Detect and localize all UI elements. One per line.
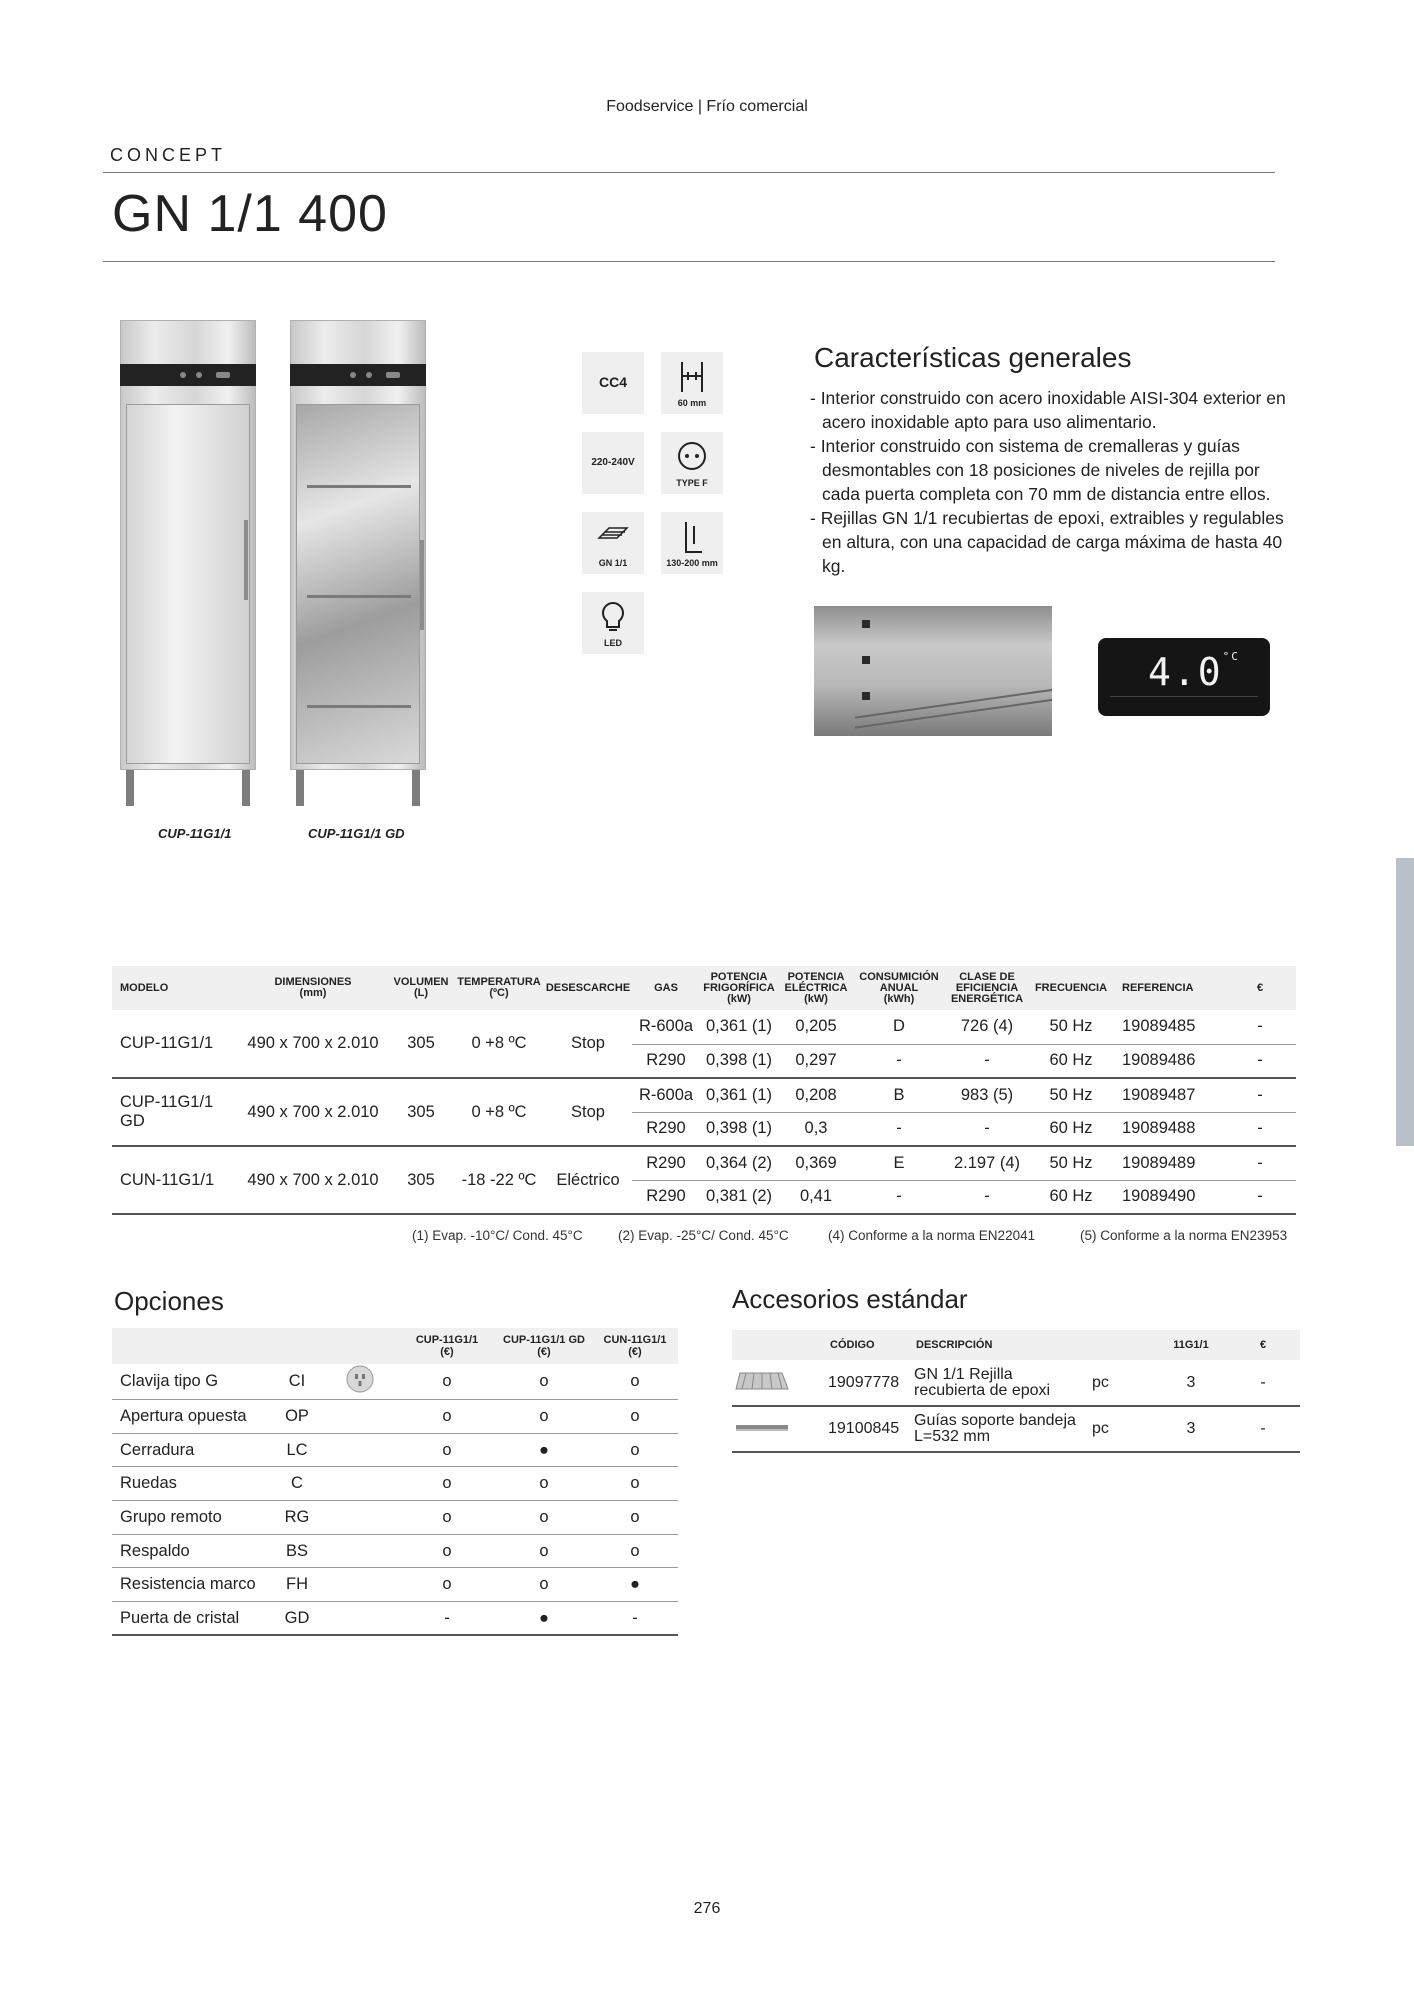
accessories-title: Accesorios estándar: [732, 1284, 968, 1314]
rack-grid-icon: [732, 1360, 828, 1406]
table-note: (2) Evap. -25°C/ Cond. 45°C: [618, 1228, 789, 1243]
product-caption: CUP-11G1/1 GD: [308, 826, 405, 841]
table-row: Ruedas C o o o: [112, 1467, 678, 1501]
plug-g-icon: [322, 1364, 398, 1400]
page-number: 276: [693, 1900, 721, 1917]
feature-item: - Rejillas GN 1/1 recubiertas de epoxi, extraibles y regulables en altura, con una capacidad de carga máxima de hasta 40 kg.: [810, 508, 1284, 576]
feature-item: - Interior construido con acero inoxidable AISI-304 exterior en acero inoxidable apto para uso alimentario.: [810, 388, 1286, 432]
icon-label: 60 mm: [677, 398, 707, 408]
table-note: (4) Conforme a la norma EN22041: [828, 1228, 1036, 1243]
features-title: Características generales: [814, 342, 1132, 373]
icon-label: TYPE F: [676, 478, 708, 488]
table-header: CUP-11G1/1 (€) CUP-11G1/1 GD (€) CUN-11G1/1 (€): [112, 1328, 678, 1364]
icon-label: 220-240V: [591, 457, 635, 468]
options-title: Opciones: [114, 1286, 224, 1316]
display-value: $4.0^{^\circ C}$: [1148, 650, 1240, 694]
table-row: CUP-11G1/1 GD 490 x 700 x 2.010 305 0 +8 ºC Stop R-600a 0,361 (1) 0,208 B 983 (5) 50 Hz 19089487 -: [112, 1078, 1296, 1112]
table-row: CUP-11G1/1 490 x 700 x 2.010 305 0 +8 ºC Stop R-600a 0,361 (1) 0,205 D 726 (4) 50 Hz 19089485 -: [112, 1010, 1296, 1044]
divider: [103, 172, 1275, 173]
cc4-icon: [582, 352, 644, 414]
options-table: [112, 1328, 678, 1636]
interior-rack-photo: [814, 606, 1052, 736]
accessories-table: [732, 1330, 1300, 1453]
section-tab: [1396, 858, 1414, 1146]
table-row: CUN-11G1/1 490 x 700 x 2.010 305 -18 -22 ºC Eléctrico R290 0,364 (2) 0,369 E 2.197 (4) 50 Hz 19089489 -: [112, 1146, 1296, 1180]
table-note: (5) Conforme a la norma EN23953: [1080, 1228, 1288, 1243]
plug-type-icon: [661, 432, 723, 494]
table-row: Respaldo BS o o o: [112, 1534, 678, 1568]
table-row: Puerta de cristal GD - ● -: [112, 1602, 678, 1636]
table-header: CÓDIGO DESCRIPCIÓN 11G1/1 €: [732, 1330, 1300, 1360]
series-name: CONCEPT: [110, 145, 227, 165]
table-row: Clavija tipo G CI o o o: [112, 1364, 678, 1400]
table-row: 19097778 GN 1/1 Rejilla recubierta de epoxi pc 3 -: [732, 1360, 1300, 1406]
product-image-glass-door: [284, 320, 432, 812]
product-image-solid-door: [114, 320, 262, 812]
spec-table: [112, 966, 1296, 1215]
table-row: R290 0,381 (2) 0,41 - - 60 Hz 19089490 -: [112, 1180, 1296, 1214]
led-bulb-icon: [582, 592, 644, 654]
product-caption: CUP-11G1/1: [158, 826, 232, 841]
table-header: MODELO DIMENSIONES (mm) VOLUMEN (L) TEMPERATURA (ºC) DESESCARCHE GAS POTENCIA FRIGORÍFICA (kW) POTENCIA ELÉCTRICA (kW) CONSUMICIÓN ANUAL (kWh) CLASE DE EFICIENCIA ENERGÉTICA FRECUENCIA REFERENCIA €: [112, 966, 1296, 1010]
icon-label: GN 1/1: [598, 558, 628, 568]
shelf-spacing-icon: [661, 352, 723, 414]
guide-rail-icon: [732, 1406, 828, 1452]
gn-rack-icon: [582, 512, 644, 574]
divider: [103, 261, 1275, 262]
table-row: Resistencia marco FH o o ●: [112, 1568, 678, 1602]
feature-item: - Interior construido con sistema de cremalleras y guías desmontables con 18 posiciones de niveles de rejilla por cada puerta completa con 70 mm de distancia entre ellos.: [810, 436, 1271, 504]
table-row: R290 0,398 (1) 0,3 - - 60 Hz 19089488 -: [112, 1112, 1296, 1146]
table-row: Grupo remoto RG o o o: [112, 1501, 678, 1535]
table-row: R290 0,398 (1) 0,297 - - 60 Hz 19089486 -: [112, 1044, 1296, 1078]
table-row: Apertura opuesta OP o o o: [112, 1400, 678, 1434]
page-title: GN 1/1 400: [112, 185, 388, 243]
height-adjust-icon: [661, 512, 723, 574]
section-header: Foodservice | Frío comercial: [606, 98, 808, 115]
table-row: 19100845 Guías soporte bandeja L=532 mm pc 3 -: [732, 1406, 1300, 1452]
voltage-icon: [582, 432, 644, 494]
table-row: Cerradura LC o ● o: [112, 1433, 678, 1467]
icon-label: 130-200 mm: [666, 558, 718, 568]
icon-label: CC4: [598, 374, 627, 390]
icon-label: LED: [604, 638, 622, 648]
features-list: [810, 386, 1300, 578]
thermostat-display: [1098, 638, 1270, 716]
table-note: (1) Evap. -10°C/ Cond. 45°C: [412, 1228, 583, 1243]
